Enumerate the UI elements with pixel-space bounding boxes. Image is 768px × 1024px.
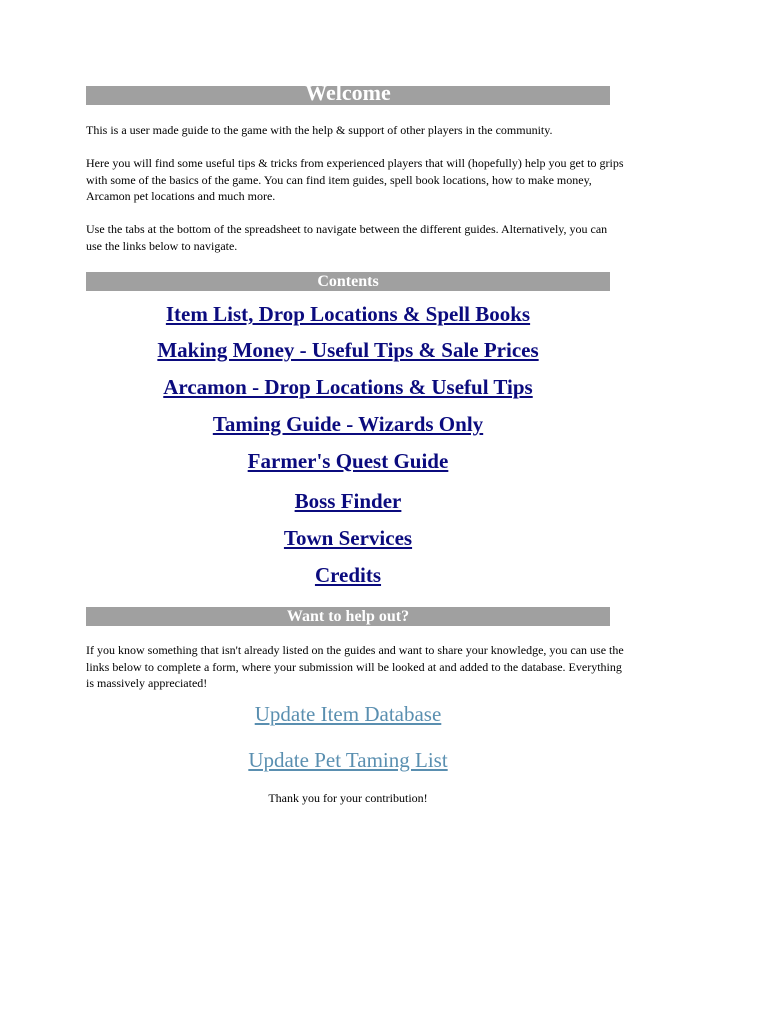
tips-text: Here you will find some useful tips & tricks from experienced players that will (hopefully) help you get to grips with some of the basics of the game. You can find item guides, spell book locations, how to make money, Arcamon pet locations and much more. xyxy=(86,156,624,203)
link-credits[interactable]: Credits xyxy=(314,563,382,587)
link-arcamon[interactable]: Arcamon - Drop Locations & Useful Tips xyxy=(163,375,533,399)
contents-heading: Contents xyxy=(86,272,610,291)
welcome-heading: Welcome xyxy=(86,86,610,105)
link-item-list[interactable]: Item List, Drop Locations & Spell Books xyxy=(165,302,531,326)
link-update-item-database[interactable]: Update Item Database xyxy=(254,702,442,726)
link-boss-finder[interactable]: Boss Finder xyxy=(294,489,402,513)
help-text: If you know something that isn't already listed on the guides and want to share your knowledge, you can use the links below to complete a form, where your submission will be looked at and added to the database. Everything is massively appreciated! xyxy=(86,643,624,690)
link-update-pet-taming[interactable]: Update Pet Taming List xyxy=(248,748,448,772)
link-making-money[interactable]: Making Money - Useful Tips & Sale Prices xyxy=(157,338,539,362)
link-town-services[interactable]: Town Services xyxy=(283,526,413,550)
intro-text: This is a user made guide to the game with the help & support of other players in the community. xyxy=(86,123,553,137)
help-heading: Want to help out? xyxy=(86,607,610,626)
link-farmers-quest[interactable]: Farmer's Quest Guide xyxy=(247,449,449,473)
link-taming-guide[interactable]: Taming Guide - Wizards Only xyxy=(212,412,484,436)
navigate-text: Use the tabs at the bottom of the spreadsheet to navigate between the different guides. Alternatively, you can use the links below to navigate. xyxy=(86,222,608,253)
thanks-text: Thank you for your contribution! xyxy=(268,791,428,805)
